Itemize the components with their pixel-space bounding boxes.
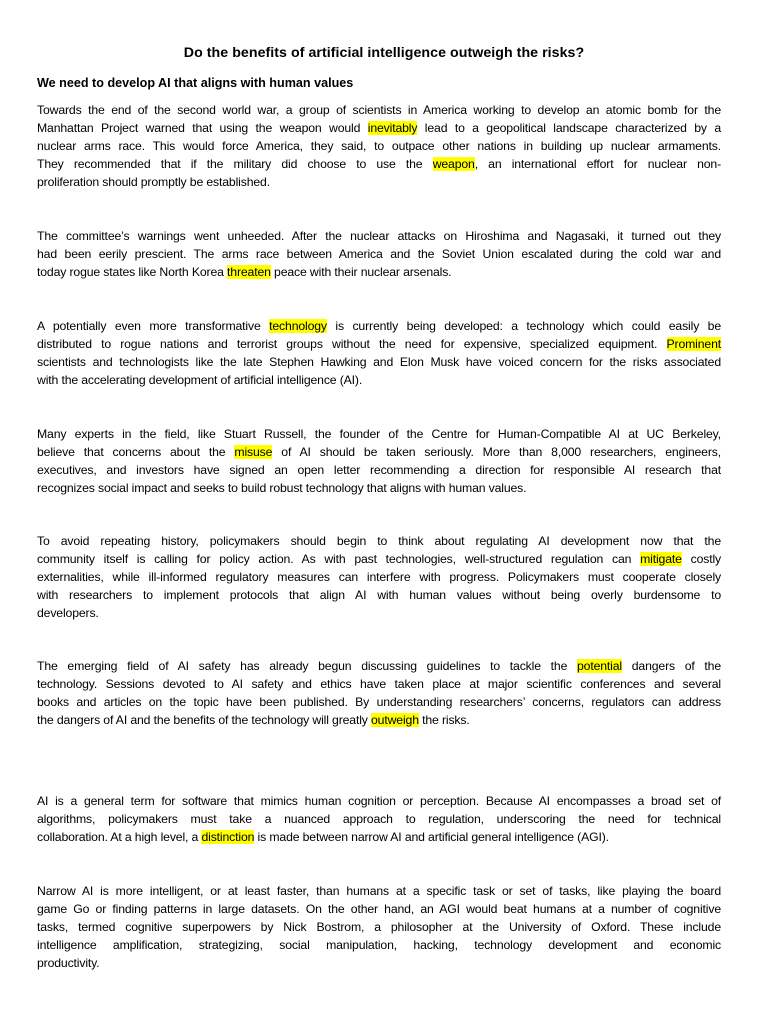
text-run: of AI should be taken seriously. More than 8,000 researchers, engineers, <box>272 445 721 459</box>
paragraph <box>37 101 721 191</box>
paragraph-line <box>37 461 721 479</box>
paragraph-line <box>37 245 721 263</box>
text-run: tasks, termed cognitive superpowers by Nick Bostrom, a philosopher at the University of Oxford. These include <box>37 920 721 934</box>
text-run: books and articles on the topic have been published. By understanding researchers’ concerns, regulators can address <box>37 695 721 709</box>
paragraph-line <box>37 900 721 918</box>
text-run: with the accelerating development of artificial intelligence (AI). <box>37 373 363 387</box>
text-run: Narrow AI is more intelligent, or at least faster, than humans at a specific task or set of tasks, like playing the board <box>37 884 721 898</box>
text-run: To avoid repeating history, policymakers should begin to think about regulating AI development now that the <box>37 534 721 548</box>
paragraph-line <box>37 353 721 371</box>
text-run: proliferation should promptly be established. <box>37 175 270 189</box>
text-run: collaboration. At a high level, a <box>37 830 202 844</box>
paragraph <box>37 425 721 497</box>
text-run: A potentially even more transformative <box>37 319 270 333</box>
paragraph-line <box>37 882 721 900</box>
paragraph-line <box>37 137 721 155</box>
text-run: believe that concerns about the <box>37 445 235 459</box>
paragraph-line <box>37 335 721 353</box>
text-run: externalities, while ill-informed regulatory measures can interfere with progress. Policymakers must cooperate closely <box>37 570 721 584</box>
paragraph-line <box>37 954 721 972</box>
highlighted-word: technology <box>269 319 327 333</box>
paragraph-line <box>37 693 721 711</box>
highlighted-word: potential <box>577 659 622 673</box>
text-run: dangers of the <box>621 659 722 673</box>
text-run: Manhattan Project warned that using the weapon would <box>37 121 368 135</box>
text-run: intelligence amplification, strategizing, social manipulation, hacking, technology development and economic <box>37 938 721 952</box>
paragraph-line <box>37 119 721 137</box>
paragraph-line <box>37 263 721 281</box>
paragraph-line <box>37 173 721 191</box>
document-subtitle: We need to develop AI that aligns with human values <box>37 76 354 90</box>
text-run: is made between narrow AI and artificial general intelligence (AGI). <box>254 830 609 844</box>
paragraph-line <box>37 657 721 675</box>
text-run: costly <box>681 552 722 566</box>
text-run: They recommended that if the military did choose to use the <box>37 157 433 171</box>
paragraph-line <box>37 810 721 828</box>
text-run: productivity. <box>37 956 100 970</box>
text-run: community itself is calling for policy action. As with past technologies, well-structured regulation can <box>37 552 641 566</box>
text-run: Many experts in the field, like Stuart Russell, the founder of the Centre for Human-Compatible AI at UC Berkeley, <box>37 427 721 441</box>
text-run: AI is a general term for software that mimics human cognition or perception. Because AI encompasses a broad set of <box>37 794 721 808</box>
text-run: recognizes social impact and seeks to build robust technology that aligns with human values. <box>37 481 527 495</box>
highlighted-word: Prominent <box>666 337 721 351</box>
text-run: algorithms, policymakers must take a nuanced approach to regulation, underscoring the need for technical <box>37 812 721 826</box>
highlighted-word: inevitably <box>367 121 418 135</box>
paragraph-line <box>37 155 721 173</box>
paragraph <box>37 657 721 729</box>
highlighted-word: distinction <box>201 830 255 844</box>
text-run: executives, and investors have signed an open letter recommending a direction for responsible AI research that <box>37 463 721 477</box>
paragraph-line <box>37 792 721 810</box>
text-run: nuclear arms race. This would force America, they said, to outpace other nations in building up nuclear armaments. <box>37 139 721 153</box>
highlighted-word: outweigh <box>371 713 419 727</box>
paragraph-line <box>37 227 721 245</box>
paragraph-line <box>37 101 721 119</box>
paragraph <box>37 317 721 389</box>
text-run: , an international effort for nuclear non- <box>474 157 721 171</box>
paragraph <box>37 792 721 846</box>
highlighted-word: misuse <box>234 445 273 459</box>
highlighted-word: weapon <box>432 157 475 171</box>
paragraph-line <box>37 371 721 389</box>
text-run: the dangers of AI and the benefits of the technology will greatly <box>37 713 372 727</box>
document-title: Do the benefits of artificial intelligence outweigh the risks? <box>183 45 585 61</box>
text-run: today rogue states like North Korea <box>37 265 228 279</box>
text-run: The emerging field of AI safety has already begun discussing guidelines to tackle the <box>37 659 578 673</box>
paragraph-line <box>37 586 721 604</box>
text-run: lead to a geopolitical landscape characterized by a <box>417 121 722 135</box>
paragraph-line <box>37 425 721 443</box>
paragraph-line <box>37 443 721 461</box>
paragraph <box>37 882 721 972</box>
paragraph <box>37 227 721 281</box>
paragraph-line <box>37 918 721 936</box>
highlighted-word: mitigate <box>640 552 682 566</box>
paragraph-line <box>37 317 721 335</box>
paragraph-line <box>37 568 721 586</box>
text-run: had been eerily prescient. The arms race between America and the Soviet Union escalated during the cold war and <box>37 247 721 261</box>
paragraph-line <box>37 604 721 622</box>
paragraph-line <box>37 532 721 550</box>
highlighted-word: threaten <box>227 265 271 279</box>
paragraph-line <box>37 479 721 497</box>
text-run: developers. <box>37 606 99 620</box>
text-run: peace with their nuclear arsenals. <box>270 265 452 279</box>
paragraph-line <box>37 675 721 693</box>
text-run: The committee’s warnings went unheeded. After the nuclear attacks on Hiroshima and Nagasaki, it turned out they <box>37 229 721 243</box>
text-run: the risks. <box>418 713 470 727</box>
paragraph-line <box>37 711 721 729</box>
text-run: Towards the end of the second world war, a group of scientists in America working to develop an atomic bomb for the <box>37 103 721 117</box>
paragraph-line <box>37 936 721 954</box>
text-run: game Go or finding patterns in large datasets. On the other hand, an AGI would beat humans at a number of cognitive <box>37 902 721 916</box>
text-run: with researchers to implement protocols that align AI with human values without being overly burdensome to <box>37 588 721 602</box>
paragraph <box>37 532 721 622</box>
paragraph-line <box>37 550 721 568</box>
text-run: is currently being developed: a technology which could easily be <box>326 319 721 333</box>
text-run: distributed to rogue nations and terrorist groups without the need for expensive, specialized equipment. <box>37 337 667 351</box>
text-run: technology. Sessions devoted to AI safety and ethics have taken place at major scientific conferences and several <box>37 677 721 691</box>
paragraph-line <box>37 828 721 846</box>
text-run: scientists and technologists like the late Stephen Hawking and Elon Musk have voiced concern for the risks associated <box>37 355 721 369</box>
